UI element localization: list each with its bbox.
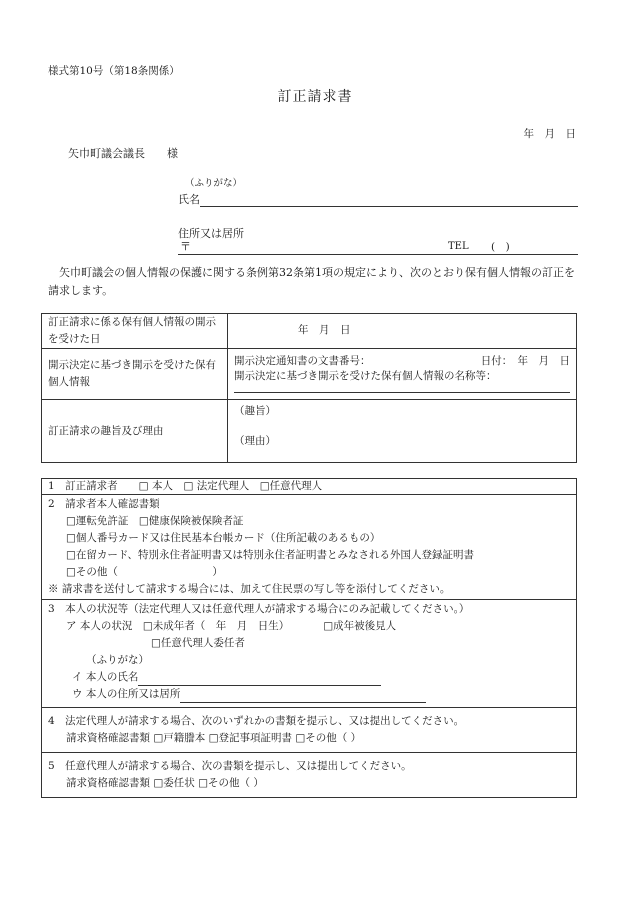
name-field[interactable] <box>200 206 578 207</box>
notice-number-label: 開示決定通知書の文書番号： <box>234 355 371 367</box>
purpose-label: （趣旨） <box>234 405 276 417</box>
disclosed-info-cell <box>228 349 577 400</box>
disclosed-info-name-field[interactable] <box>234 392 570 393</box>
purpose-reason-label: 訂正請求の趣旨及び理由 <box>42 400 228 463</box>
addressee-name: 矢巾町議会議長 <box>68 147 145 160</box>
form-number: 様式第10号（第18条関係） <box>48 65 180 77</box>
addressee-honorific: 様 <box>167 147 178 160</box>
furigana-label: （ふりがな） <box>185 178 243 189</box>
table-row <box>42 314 577 349</box>
principal-status-section <box>42 600 577 708</box>
postal-mark: 〒 <box>180 240 191 253</box>
voluntary-agent-title: 5 任意代理人が請求する場合、次の書類を提示し、又は提出してください。 <box>48 760 412 772</box>
principal-name-label: イ 本人の氏名 <box>72 671 139 683</box>
principal-status-title: 3 本人の状況等（法定代理人又は任意代理人が請求する場合にのみ記載してください。） <box>48 603 470 615</box>
correction-details-table <box>41 313 577 463</box>
tel-field[interactable]: ( ) <box>491 241 510 253</box>
id-documents-section <box>42 495 577 600</box>
principal-address-field[interactable] <box>180 689 426 703</box>
requester-info-table <box>41 478 577 798</box>
id-doc-line-1[interactable]: □運転免許証 □健康保険被保険者証 <box>66 515 244 527</box>
disclosed-info-name-label: 開示決定に基づき開示を受けた保有個人情報の名称等： <box>234 370 497 382</box>
principal-address-label: ウ 本人の住所又は居所 <box>72 688 181 700</box>
disclosed-info-label: 開示決定に基づき開示を受けた保有個人情報 <box>42 349 228 400</box>
id-doc-line-4[interactable]: □その他（ ） <box>66 566 223 578</box>
id-documents-title: 2 請求者本人確認書類 <box>48 498 160 510</box>
principal-furigana-label: （ふりがな） <box>86 654 149 666</box>
tel-label: TEL <box>448 241 469 252</box>
name-label: 氏名 <box>178 193 200 206</box>
reason-label: （理由） <box>234 435 276 447</box>
requester-type[interactable]: 1 訂正請求者 □ 本人 □ 法定代理人 □任意代理人 <box>42 479 577 495</box>
disclosure-date-field[interactable]: 年 月 日 <box>228 314 577 349</box>
table-row <box>42 753 577 798</box>
table-row <box>42 600 577 708</box>
principal-name-field[interactable] <box>138 672 381 686</box>
id-doc-note: ※ 請求書を送付して請求する場合には、加えて住民票の写し等を添付してください。 <box>48 583 451 595</box>
notice-date-label: 日付： 年 月 日 <box>480 355 570 367</box>
page-title: 訂正請求書 <box>277 89 353 105</box>
table-row <box>42 400 577 463</box>
intro-text: 矢巾町議会の個人情報の保護に関する条例第32条第1項の規定により、次のとおり保有個人情報の訂正を請求します。 <box>48 266 575 297</box>
table-row <box>42 708 577 753</box>
id-doc-line-2[interactable]: □個人番号カード又は住民基本台帳カード（住所記載のあるもの） <box>66 532 381 544</box>
principal-address-line <box>48 686 570 703</box>
request-date: 年 月 日 <box>523 128 576 140</box>
address-field[interactable] <box>178 254 578 255</box>
legal-agent-title: 4 法定代理人が請求する場合、次のいずれかの書類を提示し、又は提出してください。 <box>48 715 465 727</box>
legal-agent-docs[interactable]: 請求資格確認書類 □戸籍謄本 □登記事項証明書 □その他（ ） <box>66 732 362 744</box>
table-row <box>42 479 577 495</box>
table-row <box>42 495 577 600</box>
adult-ward-option[interactable]: □成年被後見人 <box>323 620 397 632</box>
address-label: 住所又は居所 <box>178 227 244 240</box>
table-row <box>42 349 577 400</box>
purpose-reason-cell[interactable] <box>228 400 577 463</box>
voluntary-agent-option[interactable]: □任意代理人委任者 <box>151 637 245 649</box>
legal-agent-section <box>42 708 577 753</box>
principal-status-line <box>48 618 570 635</box>
addressee <box>68 147 178 161</box>
voluntary-agent-docs[interactable]: 請求資格確認書類 □委任状 □その他（ ） <box>66 777 264 789</box>
minor-option[interactable]: ア 本人の状況 □未成年者（ 年 月 日生） <box>66 620 290 632</box>
voluntary-agent-section <box>42 753 577 798</box>
id-doc-line-3[interactable]: □在留カード、特別永住者証明書又は特別永住者証明書とみなされる外国人登録証明書 <box>66 549 474 561</box>
principal-name-line <box>48 669 570 686</box>
disclosure-date-label: 訂正請求に係る保有個人情報の開示を受けた日 <box>42 314 228 349</box>
